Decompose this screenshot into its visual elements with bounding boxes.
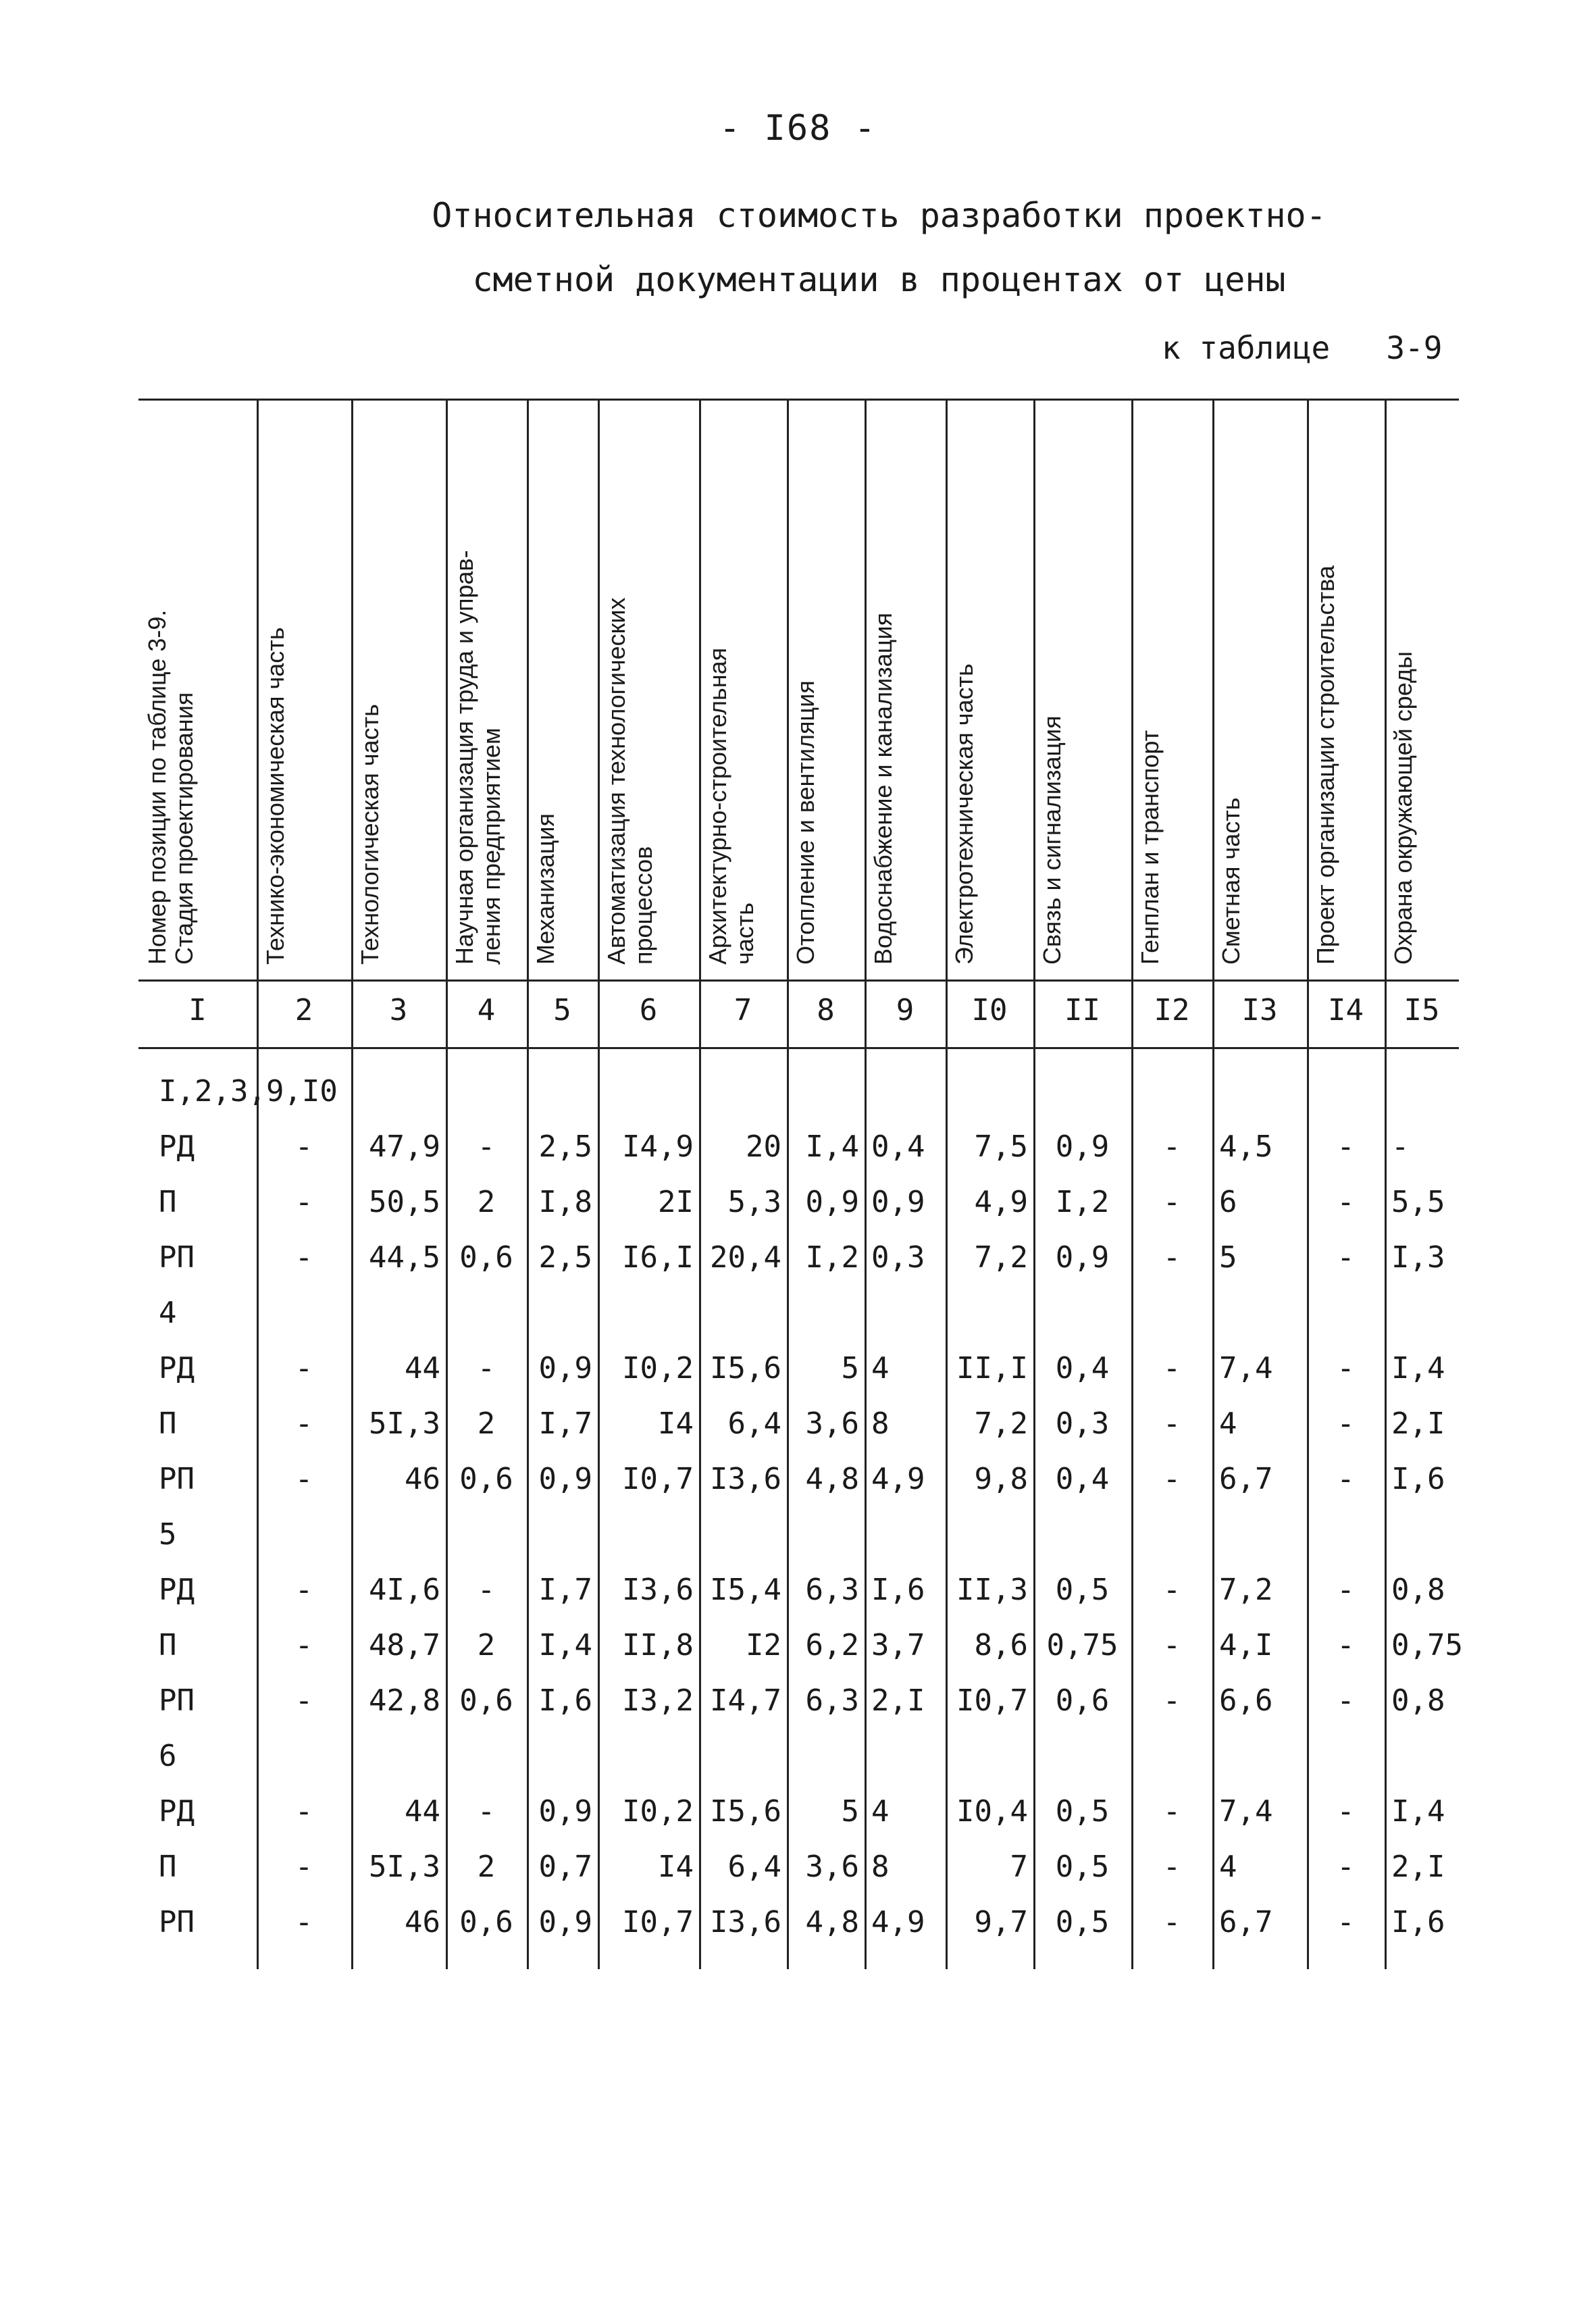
- table-cell: 2,I: [871, 1683, 925, 1718]
- column-number: [1212, 993, 1307, 1047]
- column-number-text: I0: [971, 993, 1008, 1027]
- column-divider: [257, 399, 259, 1969]
- column-header-label: Номер позиции по таблице 3-9. Стадия проектирования: [143, 609, 198, 965]
- table-cell: 6,6: [1219, 1683, 1273, 1718]
- table-cell: II,3: [956, 1573, 1028, 1607]
- row-label: П: [159, 1850, 177, 1884]
- table-cell: 20,4: [710, 1240, 781, 1275]
- column-header: [951, 399, 1031, 980]
- row-label: РП: [159, 1240, 195, 1275]
- column-number-text: 9: [896, 993, 915, 1027]
- column-number: [1131, 993, 1212, 1047]
- table-cell: 9,8: [974, 1462, 1028, 1496]
- table-cell: I0,4: [956, 1794, 1028, 1829]
- table-cell: 46: [405, 1462, 440, 1496]
- table-cell: -: [294, 1406, 313, 1441]
- table-cell: 7: [1010, 1850, 1028, 1884]
- table-cell: -: [294, 1905, 313, 1939]
- table-cell: I3,2: [622, 1683, 694, 1718]
- column-number: [946, 993, 1033, 1047]
- table-cell: 2,I: [1391, 1406, 1445, 1441]
- table-cell: 7,2: [1219, 1573, 1273, 1607]
- column-number: [1385, 993, 1459, 1047]
- column-divider: [865, 399, 867, 1969]
- table-cell: 4,I: [1219, 1628, 1273, 1662]
- column-header: [704, 399, 784, 980]
- table-cell: 0,4: [871, 1129, 925, 1164]
- table-cell: II,I: [956, 1351, 1028, 1386]
- title-line-1: Относительная стоимость разработки проектно-: [432, 196, 1327, 235]
- table-cell: -: [294, 1850, 313, 1884]
- table-cell: 0,9: [538, 1351, 592, 1386]
- column-number: [527, 993, 598, 1047]
- table-cell: I,6: [1391, 1462, 1445, 1496]
- table-cell: 44: [405, 1794, 440, 1829]
- column-header-label: Отопление и вентиляция: [792, 680, 819, 965]
- table-cell: 0,6: [459, 1905, 513, 1939]
- row-label: П: [159, 1406, 177, 1441]
- table-cell: I3,6: [710, 1462, 781, 1496]
- table-cell: I,7: [538, 1406, 592, 1441]
- column-divider: [699, 399, 701, 1969]
- table-cell: -: [294, 1462, 313, 1496]
- table-cell: -: [1337, 1185, 1355, 1219]
- table-cell: -: [1337, 1406, 1355, 1441]
- table-cell: 3,7: [871, 1628, 925, 1662]
- table-cell: -: [1162, 1573, 1181, 1607]
- row-label: 6: [159, 1739, 177, 1773]
- table-cell: 0,9: [538, 1462, 592, 1496]
- table-cell: -: [477, 1351, 496, 1386]
- table-cell: 2I: [658, 1185, 694, 1219]
- table-cell: I,8: [538, 1185, 592, 1219]
- table-cell: 5: [841, 1351, 859, 1386]
- table-cell: 0,9: [538, 1905, 592, 1939]
- column-number: [257, 993, 351, 1047]
- table-cell: -: [477, 1129, 496, 1164]
- column-number-text: 8: [817, 993, 835, 1027]
- column-header-label: Электротехническая часть: [950, 663, 978, 965]
- table-cell: I,4: [538, 1628, 592, 1662]
- table-cell: 0,8: [1391, 1683, 1445, 1718]
- table-cell: I3,6: [622, 1573, 694, 1607]
- row-label: 4: [159, 1296, 177, 1330]
- table-cell: 0,75: [1046, 1628, 1118, 1662]
- table-cell: 0,9: [1055, 1129, 1110, 1164]
- column-divider: [1307, 399, 1309, 1969]
- table-cell: 6: [1219, 1185, 1237, 1219]
- column-divider: [598, 399, 600, 1969]
- column-divider: [787, 399, 789, 1969]
- table-cell: 0,9: [805, 1185, 859, 1219]
- table-cell: 3,6: [805, 1850, 859, 1884]
- table-cell: I2: [746, 1628, 781, 1662]
- column-header-label: Механизация: [532, 813, 559, 965]
- table-cell: -: [1337, 1462, 1355, 1496]
- table-cell: 0,5: [1055, 1573, 1110, 1607]
- table-cell: I,7: [538, 1573, 592, 1607]
- table-cell: 4I,6: [369, 1573, 440, 1607]
- table-cell: 0,4: [1055, 1462, 1110, 1496]
- table-cell: -: [1337, 1683, 1355, 1718]
- column-divider: [1212, 399, 1214, 1969]
- column-number-text: II: [1064, 993, 1100, 1027]
- column-number: [351, 993, 446, 1047]
- table-cell: 42,8: [369, 1683, 440, 1718]
- table-cell: 6,3: [805, 1683, 859, 1718]
- table-cell: 7,4: [1219, 1794, 1273, 1829]
- page-number: - I68 -: [719, 108, 877, 149]
- column-number-text: 6: [639, 993, 658, 1027]
- column-number: [598, 993, 699, 1047]
- table-cell: 2: [477, 1628, 496, 1662]
- table-cell: 7,5: [974, 1129, 1028, 1164]
- table-cell: I5,6: [710, 1794, 781, 1829]
- column-number-text: 3: [389, 993, 408, 1027]
- table-cell: 2: [477, 1850, 496, 1884]
- table-cell: -: [1162, 1462, 1181, 1496]
- table-cell: -: [477, 1573, 496, 1607]
- table-cell: I4,9: [622, 1129, 694, 1164]
- table-cell: 4,8: [805, 1905, 859, 1939]
- column-header: [870, 399, 943, 980]
- table-cell: 50,5: [369, 1185, 440, 1219]
- table-cell: -: [294, 1351, 313, 1386]
- column-number-text: 4: [477, 993, 496, 1027]
- table-cell: I,4: [1391, 1351, 1445, 1386]
- column-header-label: Охрана окружающей среды: [1389, 651, 1417, 965]
- table-cell: -: [1337, 1351, 1355, 1386]
- column-divider: [527, 399, 529, 1969]
- row-label: РД: [159, 1129, 195, 1164]
- table-cell: 0,6: [459, 1683, 513, 1718]
- table-cell: 4,5: [1219, 1129, 1273, 1164]
- table-cell: 4: [871, 1794, 890, 1829]
- column-header: [1039, 399, 1129, 980]
- table-cell: -: [1162, 1240, 1181, 1275]
- row-label: 5: [159, 1517, 177, 1552]
- table-cell: 0,3: [871, 1240, 925, 1275]
- table-cell: I,6: [1391, 1905, 1445, 1939]
- table-cell: I6,I: [622, 1240, 694, 1275]
- column-header-label: Архитектурно-строительная часть: [704, 647, 758, 965]
- column-number: [1307, 993, 1385, 1047]
- table-cell: -: [294, 1628, 313, 1662]
- row-label: РД: [159, 1573, 195, 1607]
- table-cell: 20: [746, 1129, 781, 1164]
- table-cell: 0,4: [1055, 1351, 1110, 1386]
- table-cell: 6,3: [805, 1573, 859, 1607]
- table-cell: I4: [658, 1850, 694, 1884]
- table-cell: 7,2: [974, 1240, 1028, 1275]
- table-cell: II,8: [622, 1628, 694, 1662]
- column-header: [262, 399, 349, 980]
- column-header-label: Проект организации строительства: [1312, 565, 1339, 965]
- table-cell: 5I,3: [369, 1406, 440, 1441]
- row-label: П: [159, 1628, 177, 1662]
- table-cell: 0,5: [1055, 1905, 1110, 1939]
- table-cell: 5: [841, 1794, 859, 1829]
- column-number-text: I3: [1241, 993, 1278, 1027]
- column-header: [144, 399, 254, 980]
- table-cell: 2: [477, 1406, 496, 1441]
- table-cell: I0,7: [956, 1683, 1028, 1718]
- table-cell: I0,2: [622, 1794, 694, 1829]
- column-header: [1312, 399, 1382, 980]
- table-cell: I,4: [805, 1129, 859, 1164]
- table-cell: 4,8: [805, 1462, 859, 1496]
- table-cell: I,2: [805, 1240, 859, 1275]
- table-cell: I0,7: [622, 1905, 694, 1939]
- table-cell: -: [1337, 1794, 1355, 1829]
- column-header: [792, 399, 862, 980]
- table-cell: 0,6: [1055, 1683, 1110, 1718]
- table-cell: I4: [658, 1406, 694, 1441]
- table-cell: 0,9: [538, 1794, 592, 1829]
- table-cell: 0,3: [1055, 1406, 1110, 1441]
- table-cell: 0,8: [1391, 1573, 1445, 1607]
- column-header-label: Водоснабжение и канализация: [869, 613, 897, 965]
- table-cell: 0,9: [871, 1185, 925, 1219]
- row-label: РП: [159, 1462, 195, 1496]
- table-cell: -: [1337, 1628, 1355, 1662]
- column-divider: [1033, 399, 1035, 1969]
- table-cell: -: [1162, 1406, 1181, 1441]
- table-cell: 6,2: [805, 1628, 859, 1662]
- table-cell: 8: [871, 1406, 890, 1441]
- column-header-label: Связь и сигнализация: [1038, 715, 1066, 965]
- table-cell: 9,7: [974, 1905, 1028, 1939]
- row-label: РД: [159, 1794, 195, 1829]
- column-number-text: I2: [1154, 993, 1190, 1027]
- column-divider: [1131, 399, 1133, 1969]
- table-reference: к таблице 3-9: [1162, 330, 1443, 366]
- table-cell: 4,9: [974, 1185, 1028, 1219]
- table-cell: 0,5: [1055, 1850, 1110, 1884]
- row-label: П: [159, 1185, 177, 1219]
- table-cell: -: [294, 1794, 313, 1829]
- column-number-text: 2: [294, 993, 313, 1027]
- column-number-text: I: [188, 993, 207, 1027]
- table-cell: -: [477, 1794, 496, 1829]
- column-number: [446, 993, 527, 1047]
- table-cell: I5,6: [710, 1351, 781, 1386]
- column-header: [357, 399, 443, 980]
- table-cell: 4,9: [871, 1905, 925, 1939]
- table-cell: -: [1162, 1628, 1181, 1662]
- table-cell: 2,I: [1391, 1850, 1445, 1884]
- column-header-label: Научная организация труда и управ- ления предприятием: [451, 550, 505, 965]
- table-cell: 5: [1219, 1240, 1237, 1275]
- table-cell: 8: [871, 1850, 890, 1884]
- row-label: РП: [159, 1683, 195, 1718]
- header-bottom-rule: [138, 980, 1459, 982]
- column-header-label: Технологическая часть: [356, 704, 384, 965]
- table-cell: 6,4: [727, 1850, 781, 1884]
- table-cell: 6,7: [1219, 1905, 1273, 1939]
- table-cell: -: [1162, 1905, 1181, 1939]
- column-numbers-rule: [138, 1047, 1459, 1049]
- row-label: РП: [159, 1905, 195, 1939]
- table-cell: -: [1337, 1129, 1355, 1164]
- table-cell: 6,7: [1219, 1462, 1273, 1496]
- column-number: [1033, 993, 1131, 1047]
- column-number-text: 5: [553, 993, 571, 1027]
- column-header: [451, 399, 524, 980]
- table-cell: 4: [1219, 1850, 1237, 1884]
- table-cell: 0,75: [1391, 1628, 1463, 1662]
- column-header: [532, 399, 595, 980]
- table-cell: -: [1337, 1850, 1355, 1884]
- table-cell: -: [294, 1573, 313, 1607]
- table-cell: -: [1337, 1905, 1355, 1939]
- table-cell: -: [294, 1240, 313, 1275]
- table-cell: 8,6: [974, 1628, 1028, 1662]
- column-number: [138, 993, 257, 1047]
- table-cell: I,4: [1391, 1794, 1445, 1829]
- table-cell: I,6: [538, 1683, 592, 1718]
- table-cell: 4,9: [871, 1462, 925, 1496]
- table-cell: -: [1162, 1850, 1181, 1884]
- table-cell: I3,6: [710, 1905, 781, 1939]
- table-cell: 0,6: [459, 1240, 513, 1275]
- row-label: РД: [159, 1351, 195, 1386]
- table-cell: -: [1337, 1240, 1355, 1275]
- column-number-text: 7: [733, 993, 752, 1027]
- table-cell: -: [1162, 1683, 1181, 1718]
- table-cell: -: [1162, 1351, 1181, 1386]
- table-cell: I4,7: [710, 1683, 781, 1718]
- table-cell: 5,3: [727, 1185, 781, 1219]
- column-header: [1218, 399, 1304, 980]
- column-header: [603, 399, 696, 980]
- column-number: [699, 993, 787, 1047]
- table-cell: 2: [477, 1185, 496, 1219]
- column-number-text: I4: [1328, 993, 1364, 1027]
- table-cell: 4: [871, 1351, 890, 1386]
- column-header: [1390, 399, 1456, 980]
- column-divider: [1385, 399, 1387, 1969]
- column-divider: [946, 399, 948, 1969]
- table-cell: -: [294, 1683, 313, 1718]
- table-cell: I5,4: [710, 1573, 781, 1607]
- table-cell: I0,2: [622, 1351, 694, 1386]
- table-cell: 44,5: [369, 1240, 440, 1275]
- table-cell: 3,6: [805, 1406, 859, 1441]
- table-cell: 5,5: [1391, 1185, 1445, 1219]
- column-number: [865, 993, 946, 1047]
- table-cell: 4: [1219, 1406, 1237, 1441]
- table-cell: -: [1162, 1129, 1181, 1164]
- table-cell: 7,4: [1219, 1351, 1273, 1386]
- column-number-text: I5: [1404, 993, 1440, 1027]
- column-divider: [351, 399, 353, 1969]
- table-cell: 2,5: [538, 1129, 592, 1164]
- column-header: [1137, 399, 1210, 980]
- table-cell: I,2: [1055, 1185, 1110, 1219]
- column-header-label: Автоматизация технологических процессов: [602, 597, 657, 965]
- table-cell: 47,9: [369, 1129, 440, 1164]
- table-cell: -: [1162, 1794, 1181, 1829]
- table-cell: -: [1337, 1573, 1355, 1607]
- table-cell: I,3: [1391, 1240, 1445, 1275]
- table-cell: I0,7: [622, 1462, 694, 1496]
- table-cell: I,6: [871, 1573, 925, 1607]
- column-header-label: Технико-экономическая часть: [261, 627, 289, 965]
- table-cell: 44: [405, 1351, 440, 1386]
- title-line-2: сметной документации в процентах от цены: [472, 260, 1286, 299]
- column-divider: [446, 399, 448, 1969]
- table-cell: 46: [405, 1905, 440, 1939]
- column-header-label: Сметная часть: [1217, 797, 1245, 965]
- table-cell: 0,5: [1055, 1794, 1110, 1829]
- table-cell: 0,9: [1055, 1240, 1110, 1275]
- table-cell: -: [294, 1185, 313, 1219]
- table-cell: 6,4: [727, 1406, 781, 1441]
- column-number: [787, 993, 865, 1047]
- table-cell: 0,6: [459, 1462, 513, 1496]
- table-cell: -: [1391, 1129, 1410, 1164]
- row-label: I,2,3,9,I0: [159, 1074, 338, 1109]
- table-cell: 48,7: [369, 1628, 440, 1662]
- table-cell: 2,5: [538, 1240, 592, 1275]
- table-cell: -: [294, 1129, 313, 1164]
- table-cell: 7,2: [974, 1406, 1028, 1441]
- table-cell: -: [1162, 1185, 1181, 1219]
- table-cell: 0,7: [538, 1850, 592, 1884]
- column-header-label: Генплан и транспорт: [1136, 730, 1164, 965]
- table-cell: 5I,3: [369, 1850, 440, 1884]
